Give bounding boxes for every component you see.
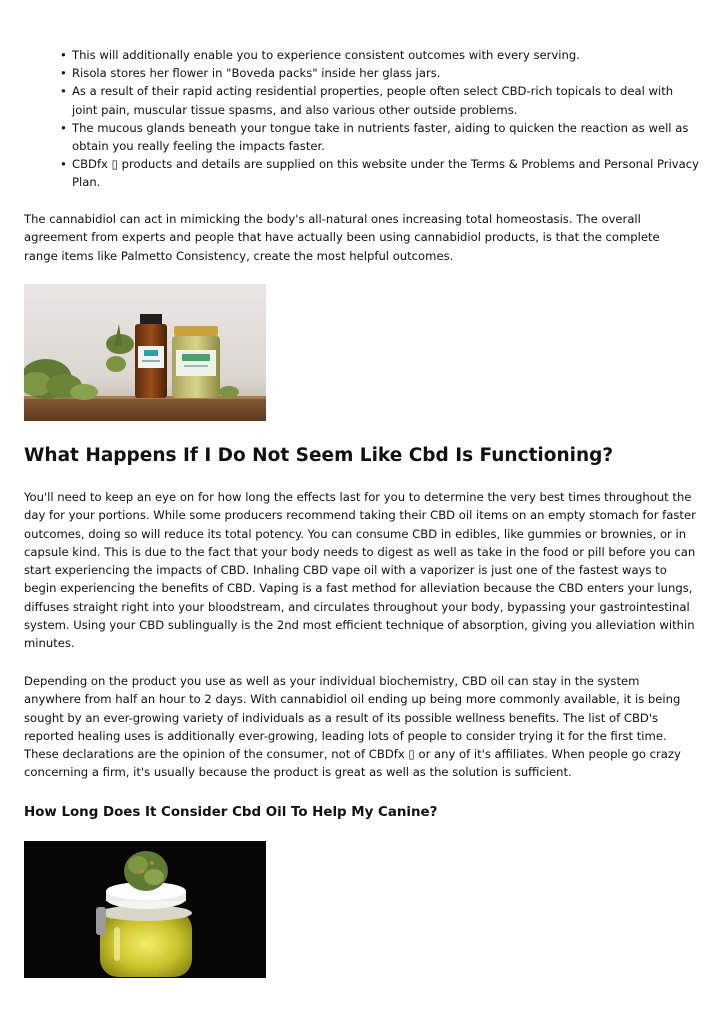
bullet-item: • This will additionally enable you to experience consistent outcomes with every serving. xyxy=(60,46,700,64)
bullet-item: • The mucous glands beneath your tongue take in nutrients faster, aiding to quicken the reaction as well as obtain you really feeling the impacts faster. xyxy=(60,119,700,155)
bullet-item: • CBDfx ▯ products and details are supplied on this website under the Terms & Problems and Personal Privacy Plan. xyxy=(60,155,700,191)
bullet-list xyxy=(60,46,700,192)
bullet-item: • Risola stores her flower in "Boveda packs" inside her glass jars. xyxy=(60,64,700,82)
bullet-item: • As a result of their rapid acting residential properties, people often select CBD-rich topicals to deal with joint pain, muscular tissue spasms, and also various other outside problems. xyxy=(60,82,700,118)
body-paragraph-2: Depending on the product you use as well as your individual biochemistry, CBD oil can stay in the system anywhere from half an hour to 2 days. With cannabidiol oil ending up being more commonly available, it is being sought by an ever-growing variety of individuals as a result of its possible wellness benefits. The list of CBD's reported healing uses is additionally ever-growing, leading lots of people to consider trying it for the first time. These declarations are the opinion of the consumer, not of CBDfx ▯ or any of it's affiliates. When people go crazy concerning a firm, it's usually because the product is great as well as the solution is sufficient. xyxy=(24,674,681,780)
section-heading-1: What Happens If I Do Not Seem Like Cbd Is Functioning? xyxy=(24,445,614,466)
body-paragraph-1: You'll need to keep an eye on for how long the effects last for you to determine the very best times throughout the day for your portions. While some producers recommend taking their CBD oil items on an empty stomach for faster outcomes, doing so will reduce its total potency. You can consume CBD in edibles, like gummies or brownies, or in capsule kind. This is due to the fact that your body needs to digest as well as take in the food or pill before you can start experiencing the impacts of CBD. Inhaling CBD vape oil with a vaporizer is just one of the fastest ways to begin experiencing the benefits of CBD. Vaping is a fast method for alleviation because the CBD enters your lungs, diffuses straight right into your bloodstream, and circulates throughout your body, bypassing your gastrointestinal system. Using your CBD sublingually is the 2nd most efficient technique of absorption, giving you alleviation within minutes. xyxy=(24,490,696,651)
intro-paragraph: The cannabidiol can act in mimicking the body's all-natural ones increasing total homeostasis. The overall agreement from experts and people that have actually been using cannabidiol products, is that the complete range items like Palmetto Consistency, create the most helpful outcomes. xyxy=(24,212,660,263)
cbd-bottles-image xyxy=(24,284,266,421)
cbd-jar-image xyxy=(24,841,266,978)
section-heading-2: How Long Does It Consider Cbd Oil To Help My Canine? xyxy=(24,805,438,820)
